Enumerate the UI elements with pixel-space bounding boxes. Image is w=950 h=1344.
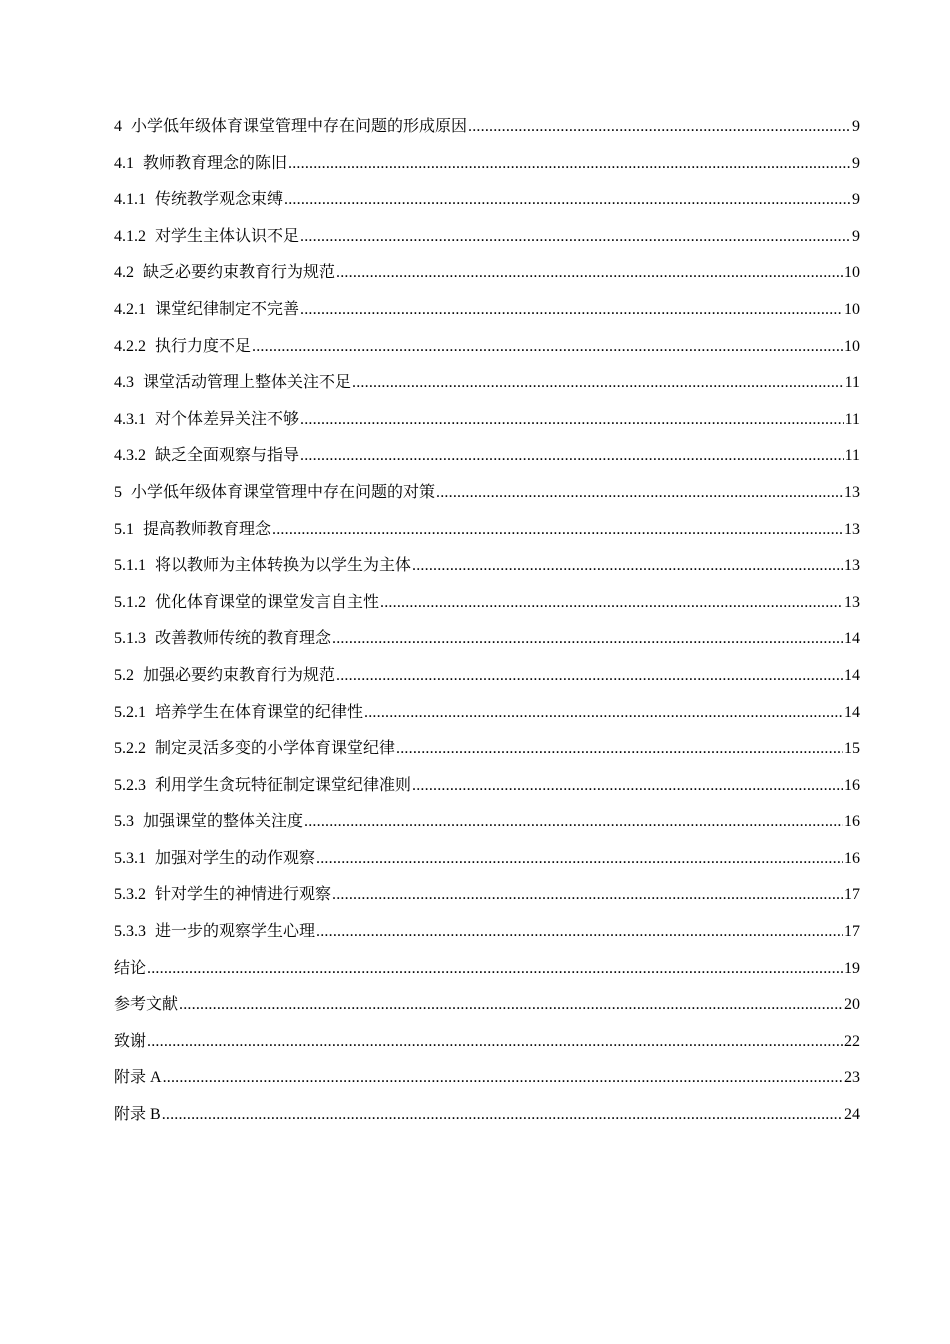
toc-entry[interactable] (114, 881, 860, 918)
toc-entry-page-number: 10 (844, 264, 860, 282)
toc-entry-page-number: 9 (852, 154, 860, 172)
toc-entry-number: 4.1.2 (114, 227, 146, 245)
toc-entry-title: 课堂活动管理上整体关注不足 (143, 374, 352, 392)
toc-entry[interactable] (114, 589, 860, 626)
toc-entry-title: 小学低年级体育课堂管理中存在问题的形成原因 (131, 118, 468, 135)
toc-dot-leader (288, 150, 851, 178)
toc-entry-page-number: 17 (844, 886, 860, 904)
toc-entry[interactable] (114, 552, 860, 589)
toc-entry-page-number: 14 (844, 666, 860, 684)
toc-entry[interactable] (114, 1064, 860, 1101)
toc-entry[interactable] (114, 918, 860, 955)
toc-dot-leader (412, 552, 843, 580)
toc-entry-page-number: 22 (844, 1032, 860, 1050)
toc-entry-page-number: 17 (844, 923, 860, 941)
toc-entry-number: 5.1 (114, 520, 134, 538)
toc-dot-leader (316, 918, 843, 946)
toc-entry-title: 加强课堂的整体关注度 (143, 813, 304, 831)
toc-entry[interactable] (114, 955, 860, 992)
toc-entry-page-number: 10 (844, 337, 860, 355)
toc-entry-title: 进一步的观察学生心理 (155, 923, 316, 941)
toc-entry-title: 缺乏全面观察与指导 (155, 447, 300, 465)
toc-entry-page-number: 14 (844, 703, 860, 721)
toc-entry-page-number: 9 (852, 191, 860, 209)
toc-entry-number: 4.2.1 (114, 300, 146, 318)
toc-entry[interactable] (114, 735, 860, 772)
toc-entry[interactable] (114, 625, 860, 662)
toc-dot-leader (396, 735, 843, 763)
toc-entry[interactable] (114, 808, 860, 845)
toc-entry[interactable] (114, 991, 860, 1028)
toc-entry-page-number: 13 (844, 483, 860, 501)
toc-entry-number: 5.3 (114, 813, 134, 831)
toc-dot-leader (436, 479, 843, 507)
toc-entry[interactable] (114, 1028, 860, 1065)
toc-entry[interactable] (114, 699, 860, 736)
toc-entry[interactable] (114, 516, 860, 553)
toc-entry-number: 5.2.3 (114, 776, 146, 794)
toc-entry-title: 制定灵活多变的小学体育课堂纪律 (155, 740, 396, 758)
toc-entry-page-number: 9 (852, 227, 860, 245)
toc-entry-number: 4.1 (114, 154, 134, 172)
toc-entry-title: 加强对学生的动作观察 (155, 849, 316, 867)
toc-entry[interactable] (114, 772, 860, 809)
toc-entry[interactable] (114, 479, 860, 516)
toc-entry-page-number: 24 (844, 1106, 860, 1124)
toc-dot-leader (284, 186, 851, 214)
toc-entry-page-number: 13 (844, 593, 860, 611)
toc-entry[interactable] (114, 406, 860, 443)
toc-entry[interactable] (114, 150, 860, 187)
toc-entry-title: 利用学生贪玩特征制定课堂纪律准则 (155, 776, 412, 794)
toc-entry-page-number: 14 (844, 630, 860, 648)
toc-entry-page-number: 11 (844, 410, 860, 428)
toc-entry-title: 改善教师传统的教育理念 (155, 630, 332, 648)
toc-entry-title: 提高教师教育理念 (143, 520, 272, 538)
toc-entry-page-number: 16 (844, 849, 860, 867)
toc-entry-number: 4.2.2 (114, 337, 146, 355)
toc-entry-page-number: 10 (844, 300, 860, 318)
toc-entry[interactable] (114, 442, 860, 479)
toc-dot-leader (300, 296, 843, 324)
toc-entry-title: 执行力度不足 (155, 337, 252, 355)
toc-dot-leader (162, 1101, 843, 1129)
toc-entry-title: 针对学生的神情进行观察 (155, 886, 332, 904)
toc-entry-number: 4.3 (114, 374, 134, 392)
toc-dot-leader (380, 589, 843, 617)
toc-entry-number: 5.1.2 (114, 593, 146, 611)
toc-entry-title: 对学生主体认识不足 (155, 227, 300, 245)
toc-entry-title: 课堂纪律制定不完善 (155, 300, 300, 318)
toc-dot-leader (272, 516, 843, 544)
toc-entry-page-number: 11 (844, 447, 860, 465)
toc-entry-title: 教师教育理念的陈旧 (143, 154, 288, 172)
toc-entry-number: 5.2 (114, 666, 134, 684)
toc-dot-leader (300, 223, 851, 251)
toc-dot-leader (412, 772, 843, 800)
toc-entry-page-number: 16 (844, 776, 860, 794)
toc-entry-number: 4.3.1 (114, 410, 146, 428)
toc-dot-leader (300, 406, 844, 434)
toc-entry-title: 参考文献 (114, 996, 179, 1014)
toc-entry-page-number: 11 (844, 374, 860, 392)
toc-entry-page-number: 13 (844, 557, 860, 575)
toc-dot-leader (179, 991, 843, 1019)
toc-entry[interactable] (114, 369, 860, 406)
toc-entry-title: 缺乏必要约束教育行为规范 (143, 264, 336, 282)
toc-entry[interactable] (114, 223, 860, 260)
toc-entry-page-number: 16 (844, 813, 860, 831)
toc-entry-number: 5.1.1 (114, 557, 146, 575)
toc-entry[interactable] (114, 1101, 860, 1138)
toc-entry-title: 培养学生在体育课堂的纪律性 (155, 703, 364, 721)
toc-dot-leader (147, 955, 843, 983)
toc-entry[interactable] (114, 662, 860, 699)
toc-entry-number: 5.1.3 (114, 630, 146, 648)
toc-entry[interactable] (114, 845, 860, 882)
table-of-contents (114, 113, 860, 1138)
toc-dot-leader (332, 625, 843, 653)
toc-dot-leader (252, 333, 843, 361)
toc-entry-number: 5.3.3 (114, 923, 146, 941)
toc-dot-leader (336, 662, 843, 690)
toc-entry-title: 附录 B (114, 1106, 161, 1124)
toc-entry-title: 传统教学观念束缚 (155, 191, 284, 209)
toc-entry-number: 5.2.1 (114, 703, 146, 721)
toc-entry-title: 加强必要约束教育行为规范 (143, 666, 336, 684)
toc-dot-leader (364, 699, 843, 727)
toc-entry[interactable] (114, 113, 860, 150)
toc-dot-leader (304, 808, 843, 836)
toc-entry-page-number: 9 (852, 118, 860, 135)
toc-entry-number: 5.3.1 (114, 849, 146, 867)
toc-entry-title: 小学低年级体育课堂管理中存在问题的对策 (131, 483, 436, 501)
toc-entry-number: 4 (114, 118, 122, 135)
toc-entry-title: 附录 A (114, 1069, 162, 1087)
toc-entry-title: 将以教师为主体转换为以学生为主体 (155, 557, 412, 575)
toc-entry-number: 5.2.2 (114, 740, 146, 758)
toc-entry-title: 优化体育课堂的课堂发言自主性 (155, 593, 380, 611)
toc-entry-title: 致谢 (114, 1032, 147, 1050)
toc-dot-leader (163, 1064, 843, 1092)
toc-entry-page-number: 13 (844, 520, 860, 538)
toc-dot-leader (332, 881, 843, 909)
toc-dot-leader (352, 369, 844, 397)
toc-dot-leader (147, 1028, 843, 1056)
toc-entry[interactable] (114, 259, 860, 296)
toc-entry-page-number: 20 (844, 996, 860, 1014)
toc-dot-leader (336, 259, 843, 287)
toc-entry[interactable] (114, 186, 860, 223)
toc-entry-number: 4.2 (114, 264, 134, 282)
toc-entry-page-number: 15 (844, 740, 860, 758)
toc-entry[interactable] (114, 296, 860, 333)
toc-entry-page-number: 19 (844, 959, 860, 977)
toc-entry-page-number: 23 (844, 1069, 860, 1087)
toc-dot-leader (300, 442, 844, 470)
toc-entry-number: 5.3.2 (114, 886, 146, 904)
toc-entry[interactable] (114, 333, 860, 370)
toc-dot-leader (468, 113, 851, 141)
toc-entry-number: 4.1.1 (114, 191, 146, 209)
toc-dot-leader (316, 845, 843, 873)
toc-entry-title: 结论 (114, 959, 147, 977)
toc-entry-number: 5 (114, 483, 122, 501)
toc-entry-title: 对个体差异关注不够 (155, 410, 300, 428)
toc-entry-number: 4.3.2 (114, 447, 146, 465)
